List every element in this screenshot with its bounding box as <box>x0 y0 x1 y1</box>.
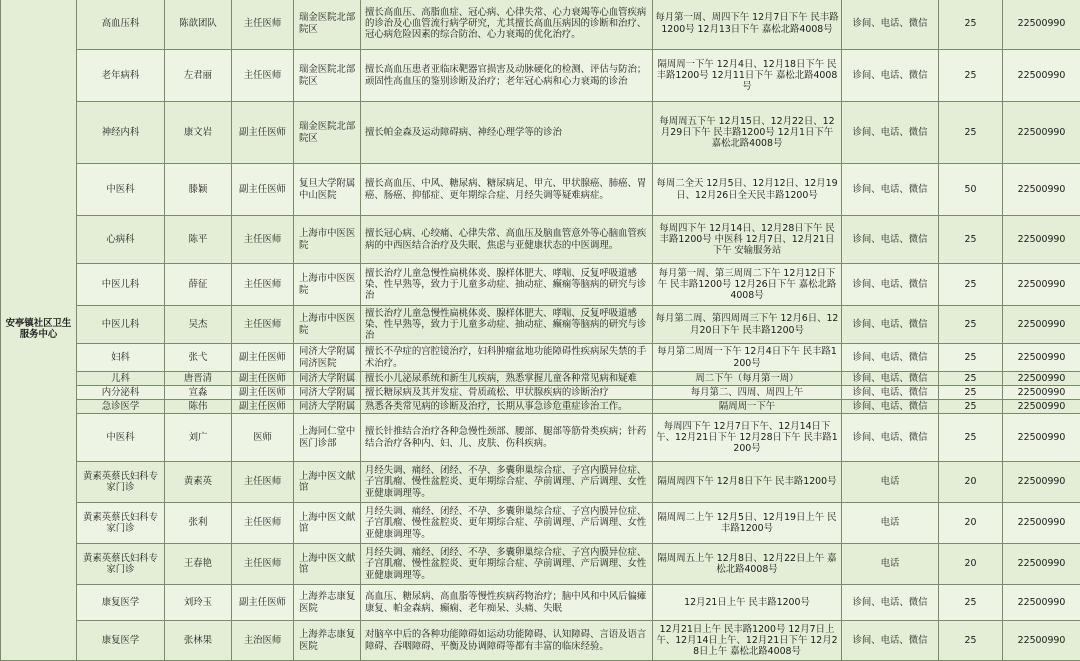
time-cell: 隔周周四下午 12月8日下午 民丰路1200号 <box>653 462 842 503</box>
doctor-name: 刘广 <box>165 414 232 462</box>
phone-cell: 22500990 <box>1003 585 1080 621</box>
hospital-cell: 上海同仁堂中医门诊部 <box>294 414 361 462</box>
quota-cell: 20 <box>939 462 1003 503</box>
specialty-cell: 月经失调、痛经、闭经、不孕、多囊卵巢综合症、子宫内膜异位症、子宫肌瘤、慢性盆腔炎、更年期综合症、孕前调理、产后调理、女性亚健康调理等。 <box>361 462 653 503</box>
quota-cell: 25 <box>939 0 1003 50</box>
time-cell: 12月21日上午 民丰路1200号 12月7日上午、12月14日上午、12月21日下午 12月28日上午 嘉松北路4008号 <box>653 621 842 661</box>
doctor-name: 张弋 <box>165 344 232 372</box>
quota-cell: 25 <box>939 50 1003 102</box>
booking-mode: 诊间、电话、微信 <box>842 50 939 102</box>
specialty-cell: 擅长小儿泌尿系统和新生儿疾病，熟悉掌握儿童各种常见病和疑难 <box>361 372 653 386</box>
dept-cell: 妇科 <box>77 344 165 372</box>
phone-cell: 22500990 <box>1003 386 1080 400</box>
table-row <box>1 585 1080 621</box>
time-cell: 每周二全天 12月5日、12月12日、12月19日、12月26日全天民丰路1200号 <box>653 164 842 216</box>
booking-mode: 诊间、电话、微信 <box>842 264 939 306</box>
specialty-cell: 擅长冠心病、心绞痛、心律失常、高血压及脑血管意外等心脑血管疾病的中西医结合治疗及失眠、焦虑与亚健康状态的中医调理。 <box>361 216 653 264</box>
dept-cell: 中医科 <box>77 164 165 216</box>
quota-cell: 25 <box>939 216 1003 264</box>
doctor-name: 吴杰 <box>165 306 232 344</box>
booking-mode: 诊间、电话、微信 <box>842 372 939 386</box>
dept-cell: 急诊医学 <box>77 400 165 414</box>
phone-cell: 22500990 <box>1003 621 1080 661</box>
time-cell: 周二下午（每月第一周） <box>653 372 842 386</box>
booking-mode: 诊间、电话、微信 <box>842 164 939 216</box>
phone-cell: 22500990 <box>1003 344 1080 372</box>
hospital-cell: 瑞金医院北部院区 <box>294 0 361 50</box>
doctor-title: 主任医师 <box>232 306 294 344</box>
time-cell: 12月21日上午 民丰路1200号 <box>653 585 842 621</box>
phone-cell: 22500990 <box>1003 216 1080 264</box>
booking-mode: 诊间、电话、微信 <box>842 414 939 462</box>
phone-cell: 22500990 <box>1003 414 1080 462</box>
hospital-cell: 上海养志康复医院 <box>294 621 361 661</box>
doctor-title: 主治医师 <box>232 621 294 661</box>
dept-cell: 中医儿科 <box>77 264 165 306</box>
org-name: 安亭镇社区卫生服务中心 <box>1 0 77 661</box>
specialty-cell: 擅长治疗儿童急慢性扁桃体炎、腺样体肥大、哮喘、反复呼吸道感染、性早熟等，致力于儿童多动症、抽动症、癫痫等脑病的研究与诊治 <box>361 264 653 306</box>
quota-cell: 25 <box>939 264 1003 306</box>
table-row <box>1 306 1080 344</box>
quota-cell: 50 <box>939 164 1003 216</box>
doctor-name: 宣淼 <box>165 386 232 400</box>
time-cell: 每周周五下午 12月15日、12月22日、12月29日下午 民丰路1200号 12月1日下午 嘉松北路4008号 <box>653 102 842 164</box>
time-cell: 隔周周二上午 12月5日、12月19日上午 民丰路1200号 <box>653 503 842 544</box>
hospital-cell: 同济大学附属 <box>294 372 361 386</box>
doctor-name: 薛征 <box>165 264 232 306</box>
table-row <box>1 386 1080 400</box>
quota-cell: 25 <box>939 400 1003 414</box>
phone-cell: 22500990 <box>1003 164 1080 216</box>
time-cell: 隔周周一下午 12月4日、12月18日下午 民丰路1200号 12月11日下午 嘉松北路4008号 <box>653 50 842 102</box>
doctor-name: 张林果 <box>165 621 232 661</box>
table-row <box>1 0 1080 50</box>
quota-cell: 20 <box>939 503 1003 544</box>
table-row <box>1 414 1080 462</box>
time-cell: 每周四下午 12月7日下午、12月14日下午、12月21日下午 12月28日下午 民丰路1200号 <box>653 414 842 462</box>
doctor-title: 副主任医师 <box>232 400 294 414</box>
phone-cell: 22500990 <box>1003 0 1080 50</box>
hospital-cell: 瑞金医院北部院区 <box>294 50 361 102</box>
table-row <box>1 164 1080 216</box>
doctor-name: 王春艳 <box>165 544 232 585</box>
specialty-cell: 熟悉各类常见病的诊断及治疗，长期从事急诊危重症诊治工作。 <box>361 400 653 414</box>
phone-cell: 22500990 <box>1003 264 1080 306</box>
hospital-cell: 同济大学附属同济医院 <box>294 344 361 372</box>
booking-mode: 诊间、电话、微信 <box>842 344 939 372</box>
time-cell: 每周四下午 12月14日、12月28日下午 民丰路1200号 中医科 12月7日、12月21日下午 安输服务站 <box>653 216 842 264</box>
quota-cell: 25 <box>939 306 1003 344</box>
doctor-title: 主任医师 <box>232 50 294 102</box>
table-row <box>1 102 1080 164</box>
table-row <box>1 216 1080 264</box>
time-cell: 每月第一周、周四下午 12月7日下午 民丰路1200号 12月13日下午 嘉松北路4008号 <box>653 0 842 50</box>
doctor-name: 刘玲玉 <box>165 585 232 621</box>
table-row <box>1 264 1080 306</box>
quota-cell: 25 <box>939 414 1003 462</box>
time-cell: 每月第二周、第四周周三下午 12月6日、12月20日下午 民丰路1200号 <box>653 306 842 344</box>
hospital-cell: 上海市中医医院 <box>294 306 361 344</box>
specialty-cell: 月经失调、痛经、闭经、不孕、多囊卵巢综合症、子宫内膜异位症、子宫肌瘤、慢性盆腔炎、更年期综合症、孕前调理、产后调理、女性亚健康调理等。 <box>361 503 653 544</box>
doctor-name: 陈平 <box>165 216 232 264</box>
booking-mode: 诊间、电话、微信 <box>842 400 939 414</box>
doctor-title: 副主任医师 <box>232 344 294 372</box>
table-row <box>1 372 1080 386</box>
specialty-cell: 对脑卒中后的各种功能障碍如运动功能障碍、认知障碍、言语及语言障碍、吞咽障碍、平衡及协调障碍等都有丰富的临床经验。 <box>361 621 653 661</box>
doctor-name: 唐晋清 <box>165 372 232 386</box>
phone-cell: 22500990 <box>1003 462 1080 503</box>
doctor-title: 副主任医师 <box>232 386 294 400</box>
phone-cell: 22500990 <box>1003 306 1080 344</box>
hospital-cell: 同济大学附属 <box>294 400 361 414</box>
doctor-title: 医师 <box>232 414 294 462</box>
doctor-title: 副主任医师 <box>232 102 294 164</box>
doctor-name: 滕颖 <box>165 164 232 216</box>
doctor-name: 张利 <box>165 503 232 544</box>
table-row <box>1 400 1080 414</box>
hospital-cell: 瑞金医院北部院区 <box>294 102 361 164</box>
dept-cell: 儿科 <box>77 372 165 386</box>
dept-cell: 神经内科 <box>77 102 165 164</box>
table-row <box>1 462 1080 503</box>
hospital-cell: 上海养志康复医院 <box>294 585 361 621</box>
specialty-cell: 擅长糖尿病及其并发症、骨质疏松、甲状腺疾病的诊断治疗 <box>361 386 653 400</box>
dept-cell: 内分泌科 <box>77 386 165 400</box>
dept-cell: 黄素英蔡氏妇科专家门诊 <box>77 462 165 503</box>
doctor-title: 主任医师 <box>232 462 294 503</box>
specialty-cell: 擅长高血压、高脂血症、冠心病、心律失常、心力衰竭等心血管疾病的诊治及心血管流行病学研究，尤其擅长高血压病因的诊断和治疗、冠心病危险因素的综合防治、心力衰竭的优化治疗。 <box>361 0 653 50</box>
booking-mode: 电话 <box>842 503 939 544</box>
doctor-title: 主任医师 <box>232 0 294 50</box>
time-cell: 每月第二、四周、周四上午 <box>653 386 842 400</box>
doctor-title: 主任医师 <box>232 216 294 264</box>
quota-cell: 20 <box>939 544 1003 585</box>
table-row <box>1 50 1080 102</box>
phone-cell: 22500990 <box>1003 372 1080 386</box>
dept-cell: 心病科 <box>77 216 165 264</box>
specialty-cell: 擅长治疗儿童急慢性扁桃体炎、腺样体肥大、哮喘、反复呼吸道感染、性早熟等，致力于儿童多动症、抽动症、癫痫等脑病的研究与诊治 <box>361 306 653 344</box>
booking-mode: 诊间、电话、微信 <box>842 585 939 621</box>
booking-mode: 诊间、电话、微信 <box>842 306 939 344</box>
hospital-cell: 上海中医文献馆 <box>294 462 361 503</box>
hospital-cell: 同济大学附属 <box>294 386 361 400</box>
doctor-name: 陈伟 <box>165 400 232 414</box>
table-row <box>1 544 1080 585</box>
specialty-cell: 擅长针推结合治疗各种急慢性颈部、腰部、腿部等筋骨类疾病；针药结合治疗各种内、妇、儿、皮肤、伤科疾病。 <box>361 414 653 462</box>
dept-cell: 黄素英蔡氏妇科专家门诊 <box>77 503 165 544</box>
table-row <box>1 503 1080 544</box>
phone-cell: 22500990 <box>1003 400 1080 414</box>
specialty-cell: 擅长高血压患者亚临床靶器官损害及动脉硬化的检测、评估与防治；顽固性高血压的鉴别诊断及治疗；老年冠心病和心力衰竭的诊治 <box>361 50 653 102</box>
time-cell: 隔周周一下午 <box>653 400 842 414</box>
quota-cell: 25 <box>939 344 1003 372</box>
dept-cell: 康复医学 <box>77 621 165 661</box>
hospital-cell: 上海中医文献馆 <box>294 544 361 585</box>
specialty-cell: 擅长帕金森及运动障碍病、神经心理学等的诊治 <box>361 102 653 164</box>
phone-cell: 22500990 <box>1003 50 1080 102</box>
dept-cell: 高血压科 <box>77 0 165 50</box>
booking-mode: 诊间、电话、微信 <box>842 621 939 661</box>
quota-cell: 25 <box>939 372 1003 386</box>
doctor-name: 左君丽 <box>165 50 232 102</box>
time-cell: 每月第一周、第三周周二下午 12月12日下午 民丰路1200号 12月26日下午 嘉松北路4008号 <box>653 264 842 306</box>
doctor-title: 副主任医师 <box>232 585 294 621</box>
booking-mode: 诊间、电话、微信 <box>842 0 939 50</box>
hospital-cell: 上海中医文献馆 <box>294 503 361 544</box>
specialty-cell: 高血压、糖尿病、高血脂等慢性疾病药物治疗；脑中风和中风后偏瘫康复、帕金森病、癫痫、老年痴呆、头痛、失眠 <box>361 585 653 621</box>
booking-mode: 电话 <box>842 462 939 503</box>
specialty-cell: 月经失调、痛经、闭经、不孕、多囊卵巢综合症、子宫内膜异位症、子宫肌瘤、慢性盆腔炎、更年期综合症、孕前调理、产后调理、女性亚健康调理等。 <box>361 544 653 585</box>
doctor-name: 陈歆团队 <box>165 0 232 50</box>
time-cell: 每月第二周周一下午 12月4日下午 民丰路1200号 <box>653 344 842 372</box>
dept-cell: 中医科 <box>77 414 165 462</box>
doctor-title: 副主任医师 <box>232 164 294 216</box>
specialty-cell: 擅长高血压、中风、糖尿病、糖尿病足、甲亢、甲状腺癌、肺癌、胃癌、肠癌、抑郁症、更年期综合症、月经失调等疑难病症。 <box>361 164 653 216</box>
hospital-cell: 上海市中医医院 <box>294 216 361 264</box>
booking-mode: 电话 <box>842 544 939 585</box>
hospital-cell: 上海市中医医院 <box>294 264 361 306</box>
dept-cell: 中医儿科 <box>77 306 165 344</box>
quota-cell: 25 <box>939 102 1003 164</box>
doctor-title: 主任医师 <box>232 544 294 585</box>
booking-mode: 诊间、电话、微信 <box>842 102 939 164</box>
doctor-title: 主任医师 <box>232 264 294 306</box>
time-cell: 隔周周五上午 12月8日、12月22日上午 嘉松北路4008号 <box>653 544 842 585</box>
specialty-cell: 擅长不孕症的宫腔镜治疗，妇科肿瘤盆地功能障碍性疾病尿失禁的手术治疗。 <box>361 344 653 372</box>
phone-cell: 22500990 <box>1003 102 1080 164</box>
phone-cell: 22500990 <box>1003 544 1080 585</box>
doctor-title: 副主任医师 <box>232 372 294 386</box>
doctor-name: 黄素英 <box>165 462 232 503</box>
doctor-title: 主任医师 <box>232 503 294 544</box>
doctor-name: 康文岩 <box>165 102 232 164</box>
booking-mode: 诊间、电话、微信 <box>842 216 939 264</box>
quota-cell: 25 <box>939 386 1003 400</box>
booking-mode: 诊间、电话、微信 <box>842 386 939 400</box>
phone-cell: 22500990 <box>1003 503 1080 544</box>
quota-cell: 25 <box>939 585 1003 621</box>
table-row <box>1 621 1080 661</box>
table-row <box>1 344 1080 372</box>
hospital-cell: 复旦大学附属中山医院 <box>294 164 361 216</box>
dept-cell: 老年病科 <box>77 50 165 102</box>
dept-cell: 康复医学 <box>77 585 165 621</box>
quota-cell: 25 <box>939 621 1003 661</box>
dept-cell: 黄素英蔡氏妇科专家门诊 <box>77 544 165 585</box>
